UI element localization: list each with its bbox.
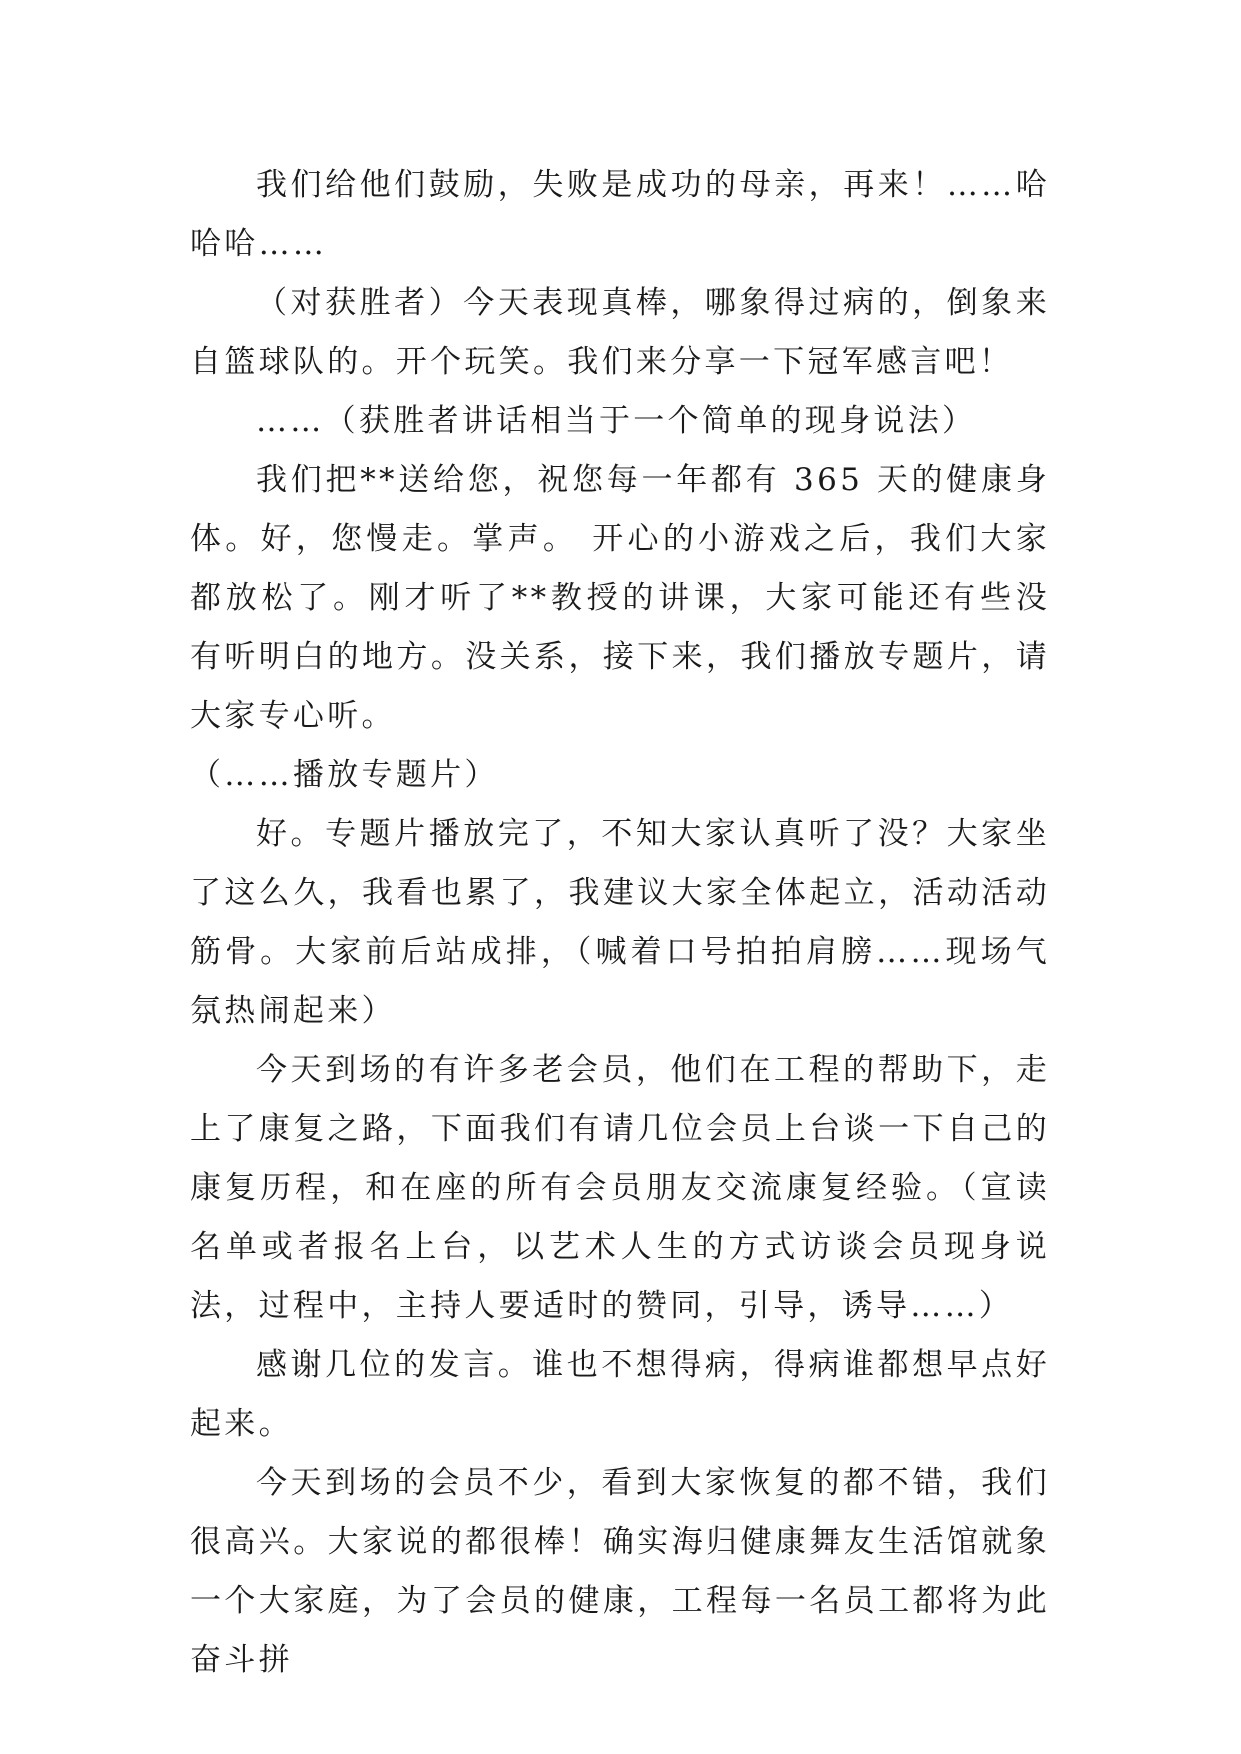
paragraph-9: 今天到场的会员不少，看到大家恢复的都不错，我们很高兴。大家说的都很棒！确实海归健康舞友生活馆就象一个大家庭，为了会员的健康，工程每一名员工都将为此奋斗拼	[190, 1465, 1050, 1678]
paragraph-4: 我们把**送给您，祝您每一年都有 365 天的健康身体。好，您慢走。掌声。 开心的小游戏之后，我们大家都放松了。刚才听了**教授的讲课，大家可能还有些没有听明白的地方。没关系，接下来，我们播放专题片，请大家专心听。	[190, 462, 1050, 734]
paragraph-2: （对获胜者）今天表现真棒，哪象得过病的，倒象来自篮球队的。开个玩笑。我们来分享一下冠军感言吧！	[190, 285, 1050, 380]
paragraph-7: 今天到场的有许多老会员，他们在工程的帮助下，走上了康复之路，下面我们有请几位会员上台谈一下自己的康复历程，和在座的所有会员朋友交流康复经验。（宣读名单或者报名上台，以艺术人生的方式访谈会员现身说法，过程中，主持人要适时的赞同，引导，诱导……）	[190, 1052, 1050, 1324]
paragraph-8: 感谢几位的发言。谁也不想得病，得病谁都想早点好起来。	[190, 1347, 1050, 1442]
document-body	[190, 156, 1050, 1690]
paragraph-5: （……播放专题片）	[190, 757, 499, 793]
paragraph-6: 好。专题片播放完了，不知大家认真听了没？大家坐了这么久，我看也累了，我建议大家全体起立，活动活动筋骨。大家前后站成排，（喊着口号拍拍肩膀……现场气氛热闹起来）	[190, 816, 1050, 1029]
paragraph-3: ……（获胜者讲话相当于一个简单的现身说法）	[256, 403, 977, 439]
paragraph-1: 我们给他们鼓励，失败是成功的母亲，再来！……哈哈哈……	[190, 167, 1050, 262]
